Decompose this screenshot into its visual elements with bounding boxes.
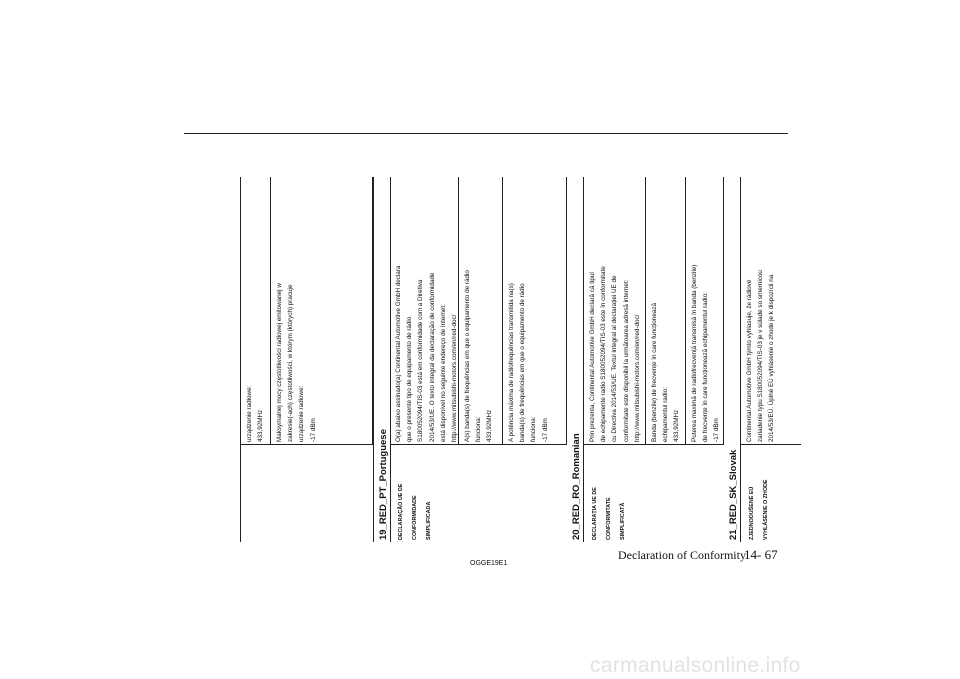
sk-label-column	[741, 444, 801, 542]
text-line: Prin prezenta, Continental Automotive GmbH declară că tipul	[589, 272, 596, 442]
text-line: banda(s) de frequências em que o equipamento de rádio	[519, 283, 527, 442]
text-line: 433,92MHz	[257, 409, 265, 442]
text-line: Continental Automotive GmbH týmto vyhlasuje, že rádiové	[746, 279, 753, 442]
ro-label-column	[584, 444, 724, 542]
pl-label-column	[241, 444, 373, 542]
page-number: 14- 67	[744, 547, 778, 562]
text-line: http://www.mitsubishi-motors.com/en/red-doc/	[633, 314, 641, 442]
text-line: 433,92MHz	[486, 409, 494, 442]
label-line: VYHLÁSENIE O ZHODE	[763, 479, 769, 540]
label-line: SIMPLIFICATĂ	[620, 502, 626, 540]
label-line: DECLARAÇÃO UE DE	[398, 483, 404, 540]
text-line: de frecvențe în care funcționează echipamentul radio:	[702, 292, 710, 442]
ro-row-frequency	[646, 177, 686, 445]
text-line: urządzenie radiowe:	[246, 385, 253, 442]
text-line: está disponível no seguinte endereço de Internet:	[439, 304, 447, 442]
pl-row-power	[271, 177, 373, 445]
text-line: Banda (benzile) de frecvențe în care funcționează	[651, 303, 658, 442]
text-line: cu Directiva 2014/53/UE. Textul integral al declarației UE de	[611, 275, 619, 442]
text-line: Maksymalnej mocy częstotliwości radiowej emitowanej w	[276, 283, 283, 442]
text-line: echipamentul radio:	[662, 387, 670, 442]
ro-row-power	[686, 177, 724, 445]
ro-heading-band	[567, 177, 584, 542]
text-line: -17 dBm	[541, 418, 549, 442]
text-line: -17 dBm	[309, 418, 317, 442]
section-title: Declaration of Conformity	[618, 548, 746, 562]
label-line: SIMPLIFICADA	[426, 501, 432, 540]
text-line: que o presente tipo de equipamento de rádio	[406, 316, 414, 442]
text-line: Puterea maximă de radiofrecvență transmisă în banda (benzile)	[691, 264, 698, 442]
text-line: 433,92MHz	[673, 409, 681, 442]
label-line: ZJEDNODUŠENÉ EÚ	[749, 486, 755, 540]
text-line: A(s) banda(s) de frequências em que o equipamento de rádio	[464, 270, 471, 442]
pt-row-declaration	[390, 177, 459, 445]
text-line: A potência máxima de radiofrequências transmitida na(s)	[508, 283, 515, 442]
text-line: funciona:	[475, 416, 483, 442]
pt-row-frequency	[459, 177, 503, 445]
label-line: CONFORMITATE	[606, 497, 612, 540]
text-line: S180052094/TIS-03 está em conformidade com a Diretiva	[417, 279, 425, 442]
text-line: urządzenie radiowe:	[298, 385, 306, 442]
pl-row-frequency	[241, 177, 271, 445]
text-line: funciona:	[530, 416, 538, 442]
text-line: 2014/53/EÚ. Úplné EÚ vyhlásenie o zhode je k dispozícii na	[768, 274, 776, 442]
sk-row-declaration	[741, 177, 801, 445]
top-rule	[184, 133, 788, 134]
pt-heading-band	[373, 177, 391, 542]
pt-label-column	[390, 444, 567, 542]
text-line: -17 dBm	[713, 418, 721, 442]
text-line: O(a) abaixo assinado(a) Continental Automotive GmbH declara	[395, 265, 402, 442]
sk-heading-band	[724, 177, 741, 542]
text-line: de echipamente radio S180052094/TIS-03 este în conformitate	[600, 266, 608, 442]
pt-row-power	[503, 177, 567, 445]
text-line: conformitate este disponibil la următoarea adresă internet:	[622, 279, 630, 442]
label-line: DECLARAȚIA UE DE	[592, 487, 598, 540]
section-heading: 20_RED_RO_Romanian	[571, 433, 582, 540]
label-line: CONFORMIDADE	[412, 495, 418, 540]
ro-row-declaration	[584, 177, 646, 445]
text-line: http://www.mitsubishi-motors.com/en/red-doc/	[451, 314, 459, 442]
text-line: 2014/53/UE. O texto integral da declaração de conformidade	[428, 272, 436, 442]
conformity-table	[240, 177, 776, 542]
section-heading: 19_RED_PT_Portuguese	[378, 429, 389, 540]
text-line: zakresie(-ach) częstotliwości, w którym (których) pracuje	[287, 284, 295, 442]
document-code: OGGE19E1	[470, 560, 508, 567]
text-line: zariadenie typu S180052094/TIS-03 je v súlade so smernicou	[757, 270, 765, 442]
watermark: carmanualsonline.info	[590, 654, 801, 677]
rotated-page-content	[241, 176, 776, 541]
section-heading: 21_RED_SK_Slovak	[728, 449, 739, 540]
